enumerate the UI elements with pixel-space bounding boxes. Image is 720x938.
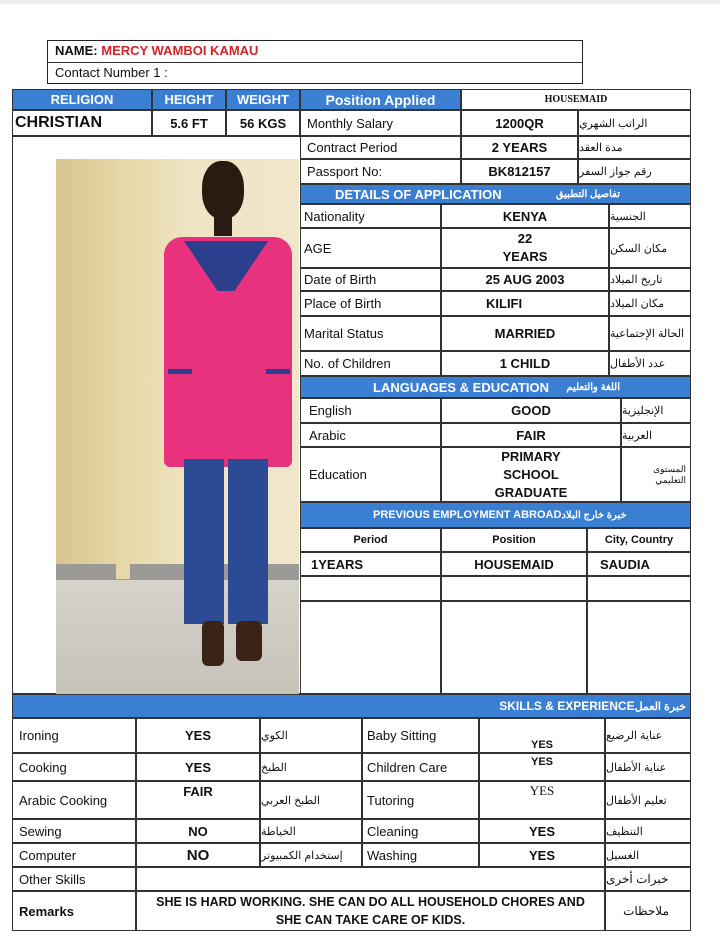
skill-cooking-label: Cooking [12,753,136,781]
children-arabic: عدد الأطفال [609,351,691,376]
remarks-arabic: ملاحظات [605,891,691,931]
languages-header [300,376,691,398]
skills-header-arabic: خبرة العمل [634,700,686,713]
skill-computer-value: NO [136,843,260,867]
remarks-value: SHE IS HARD WORKING. SHE CAN DO ALL HOUSEHOLD CHORES AND SHE CAN TAKE CARE OF KIDS. [136,891,605,931]
skill-tutoring-value: YES [479,781,605,819]
skill-sewing-value: NO [136,819,260,843]
skill-tutoring-label: Tutoring [362,781,479,819]
nationality-arabic: الجنسية [609,204,691,228]
salary-value: 1200QR [461,110,578,136]
height-value: 5.6 FT [152,110,226,136]
dob-value: 25 AUG 2003 [441,268,609,291]
skill-babysitting-value: YES [479,718,605,753]
contract-period-arabic: مدة العقد [578,136,691,159]
details-header [300,184,691,204]
details-header-text: DETAILS OF APPLICATION [335,186,502,202]
emp-empty-1 [300,576,441,601]
skill-babysitting-label: Baby Sitting [362,718,479,753]
position-value: HOUSEMAID [461,89,691,110]
arabic-label: Arabic [300,423,441,447]
weight-header: WEIGHT [226,89,300,110]
skill-washing-label: Washing [362,843,479,867]
passport-arabic: رقم جواز السفر [578,159,691,184]
skill-sewing-arabic: الخياطة [260,819,362,843]
skill-cleaning-label: Cleaning [362,819,479,843]
skill-arabic-cooking-arabic: الطبخ العربي [260,781,362,819]
skill-cleaning-value: YES [479,819,605,843]
english-label: English [300,398,441,423]
emp-col-position: Position [441,528,587,552]
emp-empty-4 [300,601,441,694]
skills-header [12,694,691,718]
religion-header: RELIGION [12,89,152,110]
skill-arabic-cooking-label: Arabic Cooking [12,781,136,819]
salary-label: Monthly Salary [300,110,461,136]
english-value: GOOD [441,398,621,423]
nationality-value: KENYA [441,204,609,228]
skill-childcare-label: Children Care [362,753,479,781]
remarks-label: Remarks [12,891,136,931]
education-label: Education [300,447,441,502]
pob-arabic: مكان الميلاد [609,291,691,316]
passport-value: BK812157 [461,159,578,184]
education-value: PRIMARY SCHOOL GRADUATE [441,447,621,502]
passport-label: Passport No: [300,159,461,184]
other-skills-label: Other Skills [12,867,136,891]
dob-label: Date of Birth [300,268,441,291]
contact-label: Contact Number 1 : [55,65,168,80]
skill-childcare-arabic: عناية الأطفال [605,753,691,781]
contract-period-value: 2 YEARS [461,136,578,159]
skill-ironing-label: Ironing [12,718,136,753]
skill-cooking-arabic: الطبخ [260,753,362,781]
skills-header-text: SKILLS & EXPERIENCE [499,699,635,713]
height-header: HEIGHT [152,89,226,110]
skill-ironing-arabic: الكوي [260,718,362,753]
skill-cooking-value: YES [136,753,260,781]
skill-childcare-value: YES [479,753,605,781]
position-header: Position Applied [300,89,461,110]
applicant-photo [56,159,299,694]
skill-tutoring-arabic: تعليم الأطفال [605,781,691,819]
emp-position: HOUSEMAID [441,552,587,576]
arabic-value: FAIR [441,423,621,447]
children-label: No. of Children [300,351,441,376]
dob-arabic: تاريخ الميلاد [609,268,691,291]
english-arabic: الإنجليزية [621,398,691,423]
employment-header [300,502,691,528]
name-row [55,43,258,58]
marital-arabic: الحالة الإجتماعية [609,316,691,351]
education-arabic: المستوى التعليمي [621,447,691,502]
employment-header-text: PREVIOUS EMPLOYMENT ABROAD [373,509,562,521]
emp-empty-6 [587,601,691,694]
employment-header-arabic: خبرة خارج البلاد [561,509,627,521]
skill-cleaning-arabic: التنظيف [605,819,691,843]
age-label: AGE [300,228,441,268]
contract-period-label: Contract Period [300,136,461,159]
emp-col-location: City, Country [587,528,691,552]
emp-empty-3 [587,576,691,601]
marital-label: Marital Status [300,316,441,351]
age-value: 22 YEARS [441,228,609,268]
emp-period: 1YEARS [300,552,441,576]
skill-arabic-cooking-value: FAIR [136,781,260,819]
skill-ironing-value: YES [136,718,260,753]
details-header-arabic: تفاصيل التطبيق [555,188,620,200]
emp-empty-5 [441,601,587,694]
marital-value: MARRIED [441,316,609,351]
emp-empty-2 [441,576,587,601]
arabic-arabic: العربية [621,423,691,447]
applicant-name: MERCY WAMBOI KAMAU [101,43,259,58]
nationality-label: Nationality [300,204,441,228]
skill-washing-value: YES [479,843,605,867]
weight-value: 56 KGS [226,110,300,136]
children-value: 1 CHILD [441,351,609,376]
age-arabic: مكان السكن [609,228,691,268]
languages-header-arabic: اللغة والتعليم [566,381,620,393]
skill-computer-arabic: إستخدام الكمبيوتر [260,843,362,867]
skill-washing-arabic: الغسيل [605,843,691,867]
skill-computer-label: Computer [12,843,136,867]
religion-value: CHRISTIAN [12,110,152,136]
skill-babysitting-arabic: عناية الرضيع [605,718,691,753]
emp-col-period: Period [300,528,441,552]
other-skills-arabic: خبرات أخرى [605,867,691,891]
salary-arabic: الراتب الشهري [578,110,691,136]
languages-header-text: LANGUAGES & EDUCATION [373,379,549,395]
pob-label: Place of Birth [300,291,441,316]
other-skills-value [136,867,605,891]
skill-sewing-label: Sewing [12,819,136,843]
emp-location: SAUDIA [587,552,691,576]
name-label: NAME: [55,43,98,58]
pob-value: KILIFI [441,291,609,316]
